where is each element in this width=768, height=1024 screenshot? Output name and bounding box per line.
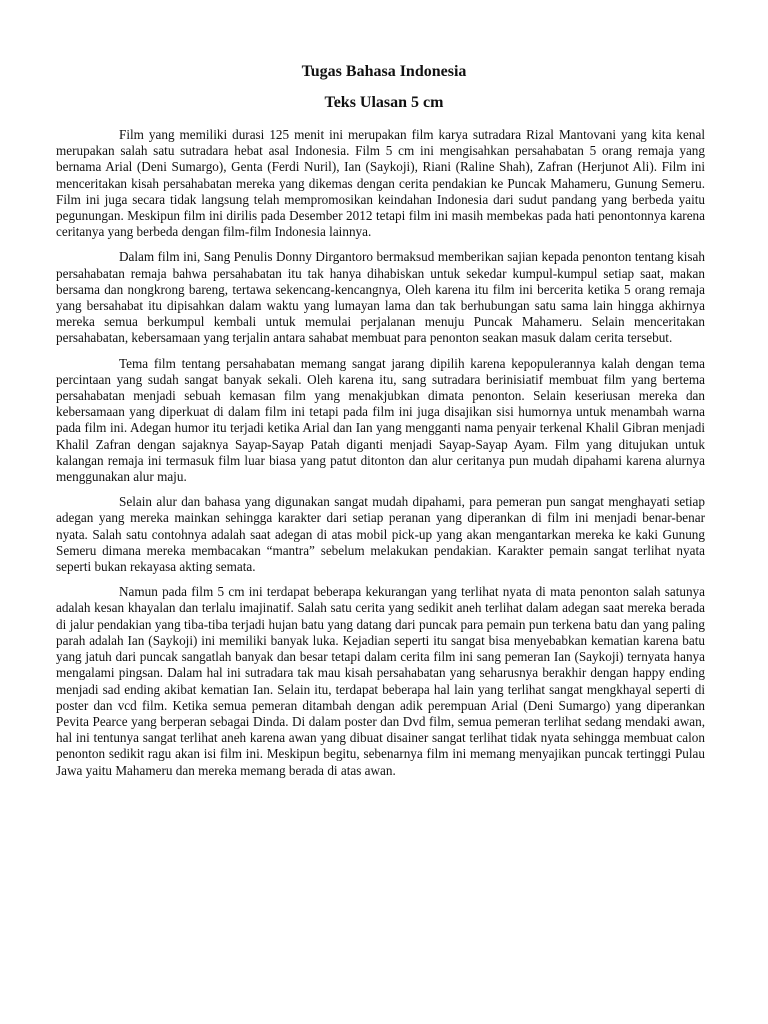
document-title: Tugas Bahasa Indonesia: [301, 63, 467, 80]
paragraph-2: Dalam film ini, Sang Penulis Donny Dirgantoro bermaksud memberikan sajian kepada penonton tentang kisah persahabatan remaja bahwa persahabatan itu tak hanya dihabiskan untuk sekedar kumpul-kumpul setiap saat, makan bersama dan nongkrong bareng, tertawa sekencang-kencangnya, Oleh karena itu film ini bercerita ketika 5 orang remaja yang bersahabat itu dipisahkan dalam waktu yang lumayan lama dan tak berhubungan satu sama lain hingga akhirnya mereka semua berkumpul kembali untuk memulai perjalanan menuju Puncak Mahameru. Selain menceritakan persahabatan, kebersamaan yang terjalin antara sahabat membuat para penonton seakan masuk dalam cerita tersebut.: [56, 249, 705, 346]
document-subtitle: Teks Ulasan 5 cm: [324, 94, 444, 111]
paragraph-3: Tema film tentang persahabatan memang sangat jarang dipilih karena kepopulerannya kalah dengan tema percintaan yang sudah sangat banyak sekali. Oleh karena itu, sang sutradara berinisiatif membuat film yang bertema persahabatan menjadi sebuah kemasan film yang menakjubkan dimata penonton. Selain keseriusan mereka dan kebersamaan yang diperkuat di dalam film ini tetapi pada film ini juga disajikan sisi humornya untuk menambah warna pada film ini. Adegan humor itu terjadi ketika Arial dan Ian yang mengganti nama penyair terkenal Khalil Gibran menjadi Khalil Zafran dengan sajaknya Sayap-Sayap Patah diganti menjadi Sayap-Sayap Ayam. Film yang ditujukan untuk kalangan remaja ini termasuk film luar biasa yang patut ditonton dan alur ceritanya pun mudah dipahami karena alurnya menggunakan alur maju.: [56, 355, 705, 485]
document-body: [56, 127, 705, 788]
paragraph-5: Namun pada film 5 cm ini terdapat beberapa kekurangan yang terlihat nyata di mata penonton salah satunya adalah kesan khayalan dan terlalu imajinatif. Salah satu cerita yang sedikit aneh terlihat dalam adegan saat mereka berada di jalur pendakian yang tiba-tiba terjadi hujan batu yang datang dari puncak para pemain pun terkena batu dan yang paling parah adalah Ian (Saykoji) ini memiliki banyak luka. Kejadian seperti itu sangat bisa menyebabkan kematian karena batu yang jatuh dari puncak sangatlah banyak dan besar tetapi dalam cerita film ini sang pemeran Ian (Saykoji) ternyata hanya mengalami pingsan. Dalam hal ini sutradara tak mau kisah persahabatan yang seharusnya berakhir dengan happy ending menjadi sad ending akibat kematian Ian. Selain itu, terdapat beberapa hal lain yang terlihat sangat mengkhayal seperti di poster dan vcd film. Ketika semua pemeran ditambah dengan adik perempuan Arial (Deni Sumargo) yang diperankan Pevita Pearce yang berperan sebagai Dinda. Di dalam poster dan Dvd film, semua pemeran terlihat sedang mendaki awan, hal ini tentunya sangat terlihat aneh karena awan yang dibuat disainer sangat terlihat tidak nyata sehingga membuat calon penonton sedikit ragu akan isi film ini. Meskipun begitu, sebenarnya film ini memang menyajikan puncak tertinggi Pulau Jawa yaitu Mahameru dan mereka memang berada di atas awan.: [56, 584, 705, 778]
paragraph-1: Film yang memiliki durasi 125 menit ini merupakan film karya sutradara Rizal Mantovani yang kita kenal merupakan salah satu sutradara hebat asal Indonesia. Film 5 cm ini mengisahkan persahabatan 5 orang remaja yang bernama Arial (Deni Sumargo), Genta (Ferdi Nuril), Ian (Saykoji), Riani (Raline Shah), Zafran (Herjunot Ali). Film ini menceritakan kisah persahabatan mereka yang dikemas dengan cerita pendakian ke Puncak Mahameru, Gunung Semeru. Film ini juga secara tidak langsung telah mempromosikan keindahan Indonesia dari sudut pandang yang berbeda yaitu pegunungan. Meskipun film ini dirilis pada Desember 2012 tetapi film ini masih membekas pada hati penontonnya karena ceritanya yang berbeda dengan film-film Indonesia lainnya.: [56, 127, 705, 240]
paragraph-4: Selain alur dan bahasa yang digunakan sangat mudah dipahami, para pemeran pun sangat menghayati setiap adegan yang mereka mainkan sehingga karakter dari setiap peranan yang diperankan di film ini menjadi benar-benar nyata. Salah satu contohnya adalah saat adegan di atas mobil pick-up yang akan mengantarkan mereka ke kaki Gunung Semeru dimana mereka membacakan “mantra” sebelum melakukan pendakian. Karakter pemain sangat terlihat nyata seperti bukan rekayasa akting semata.: [56, 494, 705, 575]
